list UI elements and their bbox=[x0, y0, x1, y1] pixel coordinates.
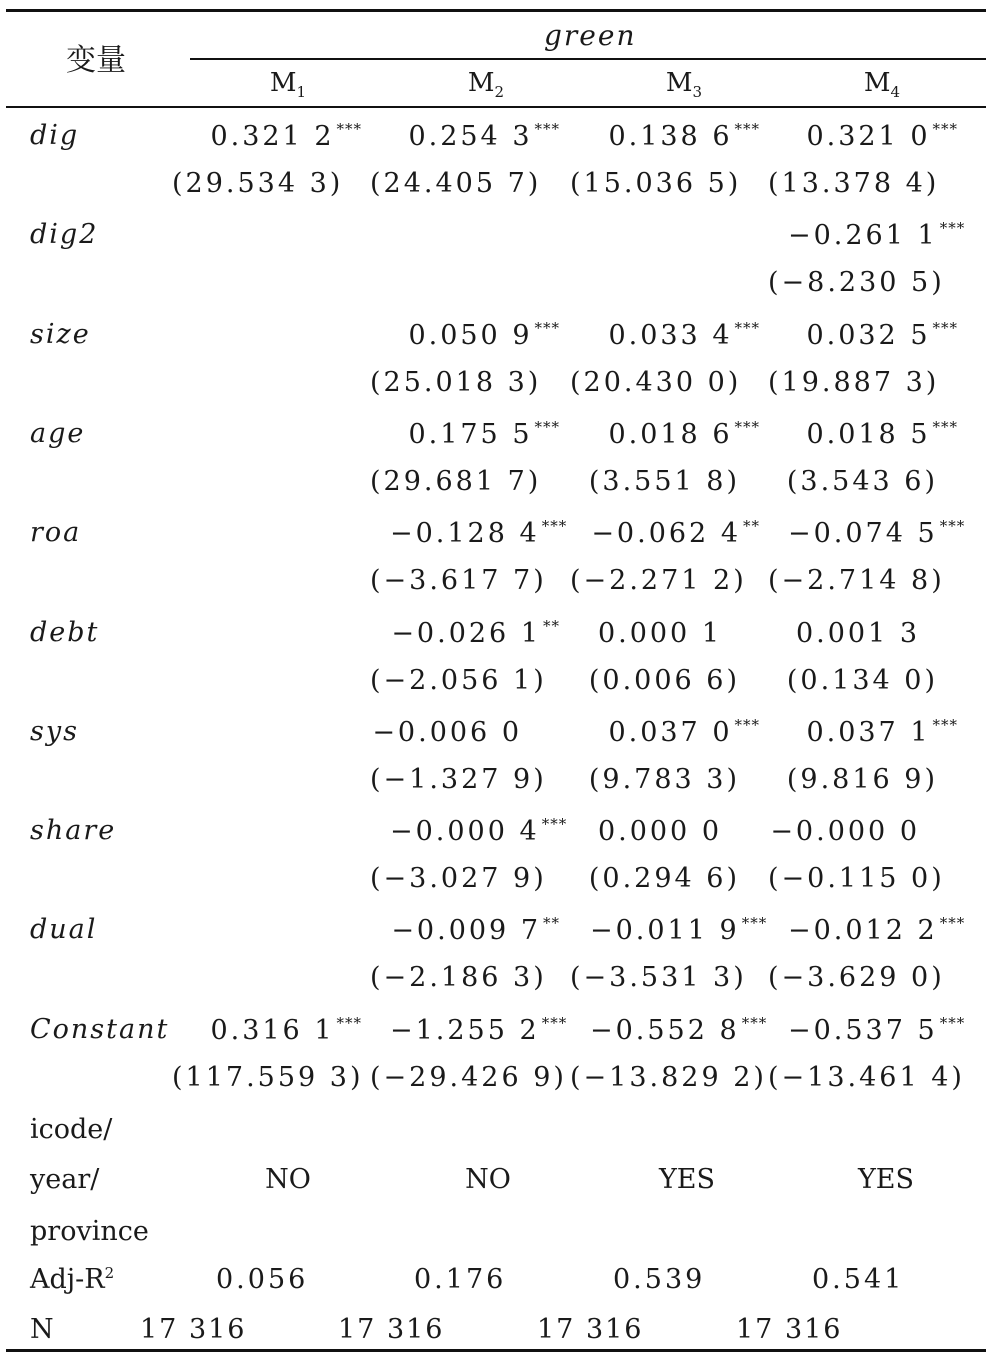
coefficient-value: −0.074 5 bbox=[788, 518, 938, 549]
n-label: N bbox=[30, 1314, 54, 1345]
n-value-m3: 17 316 bbox=[537, 1314, 644, 1345]
coefficient-value: 0.321 2 bbox=[210, 121, 335, 152]
significance-stars: *** bbox=[932, 716, 958, 734]
coefficient-cell bbox=[788, 517, 966, 549]
coefficient-value: 0.000 0 bbox=[597, 816, 722, 847]
coefficient-cell bbox=[390, 619, 560, 647]
coefficient-cell bbox=[590, 420, 760, 448]
t-statistic-cell: (15.036 5) bbox=[570, 168, 742, 199]
coefficient-cell bbox=[390, 321, 560, 349]
coefficient-cell bbox=[554, 619, 724, 647]
coefficient-value: −0.012 2 bbox=[788, 915, 938, 946]
adjr2-value-m2: 0.176 bbox=[414, 1264, 507, 1295]
significance-stars: *** bbox=[741, 1014, 768, 1032]
coefficient-value: 0.175 5 bbox=[408, 419, 533, 450]
t-statistic-cell: (−1.327 9) bbox=[370, 764, 547, 795]
significance-stars: *** bbox=[939, 914, 966, 932]
row-label: sys bbox=[30, 716, 79, 747]
t-statistic-cell: (−2.714 8) bbox=[768, 565, 945, 596]
significance-stars: *** bbox=[734, 319, 760, 337]
coefficient-cell bbox=[554, 221, 724, 249]
coefficient-cell bbox=[788, 1014, 966, 1046]
coefficient-cell bbox=[788, 321, 958, 349]
t-statistic-cell: (−3.629 0) bbox=[768, 962, 945, 993]
significance-stars: *** bbox=[336, 1014, 362, 1032]
significance-stars: *** bbox=[336, 120, 362, 138]
coefficient-value: −0.026 1 bbox=[391, 618, 541, 649]
coefficient-value: 0.050 9 bbox=[408, 320, 533, 351]
coefficient-value: 0.018 6 bbox=[608, 419, 733, 450]
significance-stars: *** bbox=[932, 120, 958, 138]
coefficient-cell bbox=[156, 718, 326, 746]
significance-stars: *** bbox=[939, 219, 966, 237]
coefficient-value: 0.316 1 bbox=[210, 1015, 335, 1046]
coefficient-cell bbox=[390, 916, 560, 944]
coefficient-cell bbox=[590, 321, 760, 349]
significance-stars: *** bbox=[534, 418, 560, 436]
fe-value-m3: YES bbox=[658, 1164, 716, 1195]
coefficient-cell bbox=[752, 619, 922, 647]
coefficient-value: 0.254 3 bbox=[408, 121, 533, 152]
coefficient-cell bbox=[192, 1016, 362, 1044]
significance-stars: ** bbox=[743, 517, 760, 535]
bottom-rule bbox=[6, 1349, 986, 1352]
coefficient-value: 0.138 6 bbox=[608, 121, 733, 152]
coefficient-value: −0.552 8 bbox=[590, 1015, 740, 1046]
t-statistic-cell: (13.378 4) bbox=[768, 168, 940, 199]
coefficient-value: 0.032 5 bbox=[806, 320, 931, 351]
t-statistic-cell: (−13.829 2) bbox=[570, 1062, 767, 1093]
fe-value-m1: NO bbox=[265, 1164, 311, 1195]
adjr2-value-m3: 0.539 bbox=[613, 1264, 706, 1295]
coefficient-cell bbox=[156, 519, 326, 547]
significance-stars: *** bbox=[534, 319, 560, 337]
coefficient-value: −0.128 4 bbox=[390, 518, 540, 549]
header-dependent-variable: green bbox=[544, 19, 637, 52]
significance-stars: *** bbox=[541, 815, 568, 833]
coefficient-value: 0.018 5 bbox=[806, 419, 931, 450]
significance-stars: *** bbox=[734, 418, 760, 436]
coefficient-cell bbox=[156, 321, 326, 349]
t-statistic-cell: (0.294 6) bbox=[588, 863, 740, 894]
fe-label-line-2: year/ bbox=[30, 1164, 100, 1195]
significance-stars: *** bbox=[939, 1014, 966, 1032]
t-statistic-cell: (117.559 3) bbox=[172, 1062, 364, 1093]
coefficient-cell bbox=[354, 718, 524, 746]
row-label: age bbox=[30, 418, 86, 449]
significance-stars: ** bbox=[543, 914, 560, 932]
coefficient-cell bbox=[192, 122, 362, 150]
t-statistic-cell: (−13.461 4) bbox=[768, 1062, 965, 1093]
t-statistic-cell: (0.134 0) bbox=[786, 665, 938, 696]
significance-stars: *** bbox=[734, 120, 760, 138]
significance-stars: *** bbox=[541, 517, 568, 535]
coefficient-cell bbox=[788, 420, 958, 448]
n-value-m4: 17 316 bbox=[736, 1314, 843, 1345]
coefficient-cell bbox=[156, 619, 326, 647]
coefficient-cell bbox=[590, 914, 768, 946]
coefficient-value: 0.001 3 bbox=[795, 618, 920, 649]
header-dependent-variable-rule bbox=[190, 58, 986, 60]
adjr2-value-m4: 0.541 bbox=[812, 1264, 905, 1295]
coefficient-cell bbox=[156, 916, 326, 944]
coefficient-cell bbox=[590, 718, 760, 746]
fe-value-m4: YES bbox=[857, 1164, 915, 1195]
t-statistic-cell: (9.783 3) bbox=[588, 764, 740, 795]
t-statistic-cell: (−2.271 2) bbox=[570, 565, 747, 596]
coefficient-value: −0.261 1 bbox=[788, 220, 938, 251]
t-statistic-cell: (3.551 8) bbox=[588, 466, 740, 497]
coefficient-cell bbox=[590, 519, 760, 547]
significance-stars: *** bbox=[541, 1014, 568, 1032]
t-statistic-cell: (19.887 3) bbox=[768, 367, 940, 398]
significance-stars: *** bbox=[734, 716, 760, 734]
t-statistic-cell: (29.534 3) bbox=[172, 168, 344, 199]
coefficient-cell bbox=[156, 817, 326, 845]
t-statistic-cell: (0.006 6) bbox=[588, 665, 740, 696]
t-statistic-cell: (−8.230 5) bbox=[768, 267, 945, 298]
significance-stars: *** bbox=[534, 120, 560, 138]
coefficient-value: −0.006 0 bbox=[372, 717, 522, 748]
coefficient-cell bbox=[590, 122, 760, 150]
t-statistic-cell: (−2.056 1) bbox=[370, 665, 547, 696]
coefficient-cell bbox=[390, 517, 568, 549]
t-statistic-cell: (−3.617 7) bbox=[370, 565, 547, 596]
t-statistic-cell: (20.430 0) bbox=[570, 367, 742, 398]
n-value-m1: 17 316 bbox=[140, 1314, 247, 1345]
t-statistic-cell: (3.543 6) bbox=[786, 466, 938, 497]
header-rule bbox=[6, 106, 986, 108]
coefficient-cell bbox=[156, 420, 326, 448]
significance-stars: *** bbox=[939, 517, 966, 535]
t-statistic-cell: (−3.027 9) bbox=[370, 863, 547, 894]
fe-value-m2: NO bbox=[465, 1164, 511, 1195]
significance-stars: *** bbox=[932, 418, 958, 436]
coefficient-cell bbox=[354, 221, 524, 249]
n-value-m2: 17 316 bbox=[338, 1314, 445, 1345]
coefficient-cell bbox=[554, 817, 724, 845]
coefficient-cell bbox=[788, 122, 958, 150]
coefficient-cell bbox=[390, 1014, 568, 1046]
coefficient-cell bbox=[390, 815, 568, 847]
coefficient-value: −0.000 0 bbox=[770, 816, 920, 847]
coefficient-value: 0.000 1 bbox=[597, 618, 722, 649]
adjr2-label: Adj-$R^2$ bbox=[30, 1264, 115, 1295]
significance-stars: ** bbox=[543, 617, 560, 635]
row-label: dual bbox=[30, 914, 98, 945]
t-statistic-cell: (−2.186 3) bbox=[370, 962, 547, 993]
coefficient-cell bbox=[788, 718, 958, 746]
coefficient-value: 0.037 0 bbox=[608, 717, 733, 748]
t-statistic-cell: (9.816 9) bbox=[786, 764, 938, 795]
coefficient-value: −0.011 9 bbox=[590, 915, 740, 946]
coefficient-cell bbox=[788, 219, 966, 251]
significance-stars: *** bbox=[932, 319, 958, 337]
model-header-4: $M_4$ bbox=[863, 68, 901, 102]
coefficient-value: −1.255 2 bbox=[390, 1015, 540, 1046]
significance-stars: *** bbox=[741, 914, 768, 932]
coefficient-cell bbox=[156, 221, 326, 249]
coefficient-cell bbox=[390, 122, 560, 150]
model-header-2: $M_2$ bbox=[467, 68, 505, 102]
fe-label-line-3: province bbox=[30, 1216, 149, 1247]
row-label: roa bbox=[30, 517, 82, 548]
t-statistic-cell: (−29.426 9) bbox=[370, 1062, 567, 1093]
t-statistic-cell: (−3.531 3) bbox=[570, 962, 747, 993]
row-label: debt bbox=[30, 617, 100, 648]
coefficient-cell bbox=[752, 817, 922, 845]
row-label: dig bbox=[30, 120, 80, 151]
model-header-1: $M_1$ bbox=[269, 68, 307, 102]
coefficient-cell bbox=[590, 1014, 768, 1046]
row-label: Constant bbox=[30, 1014, 170, 1045]
model-header-3: $M_3$ bbox=[665, 68, 703, 102]
row-label: size bbox=[30, 319, 91, 350]
coefficient-value: −0.000 4 bbox=[390, 816, 540, 847]
t-statistic-cell: (29.681 7) bbox=[370, 466, 542, 497]
fe-label-line-1: icode/ bbox=[30, 1114, 113, 1145]
coefficient-value: −0.062 4 bbox=[591, 518, 741, 549]
t-statistic-cell: (25.018 3) bbox=[370, 367, 542, 398]
row-label: share bbox=[30, 815, 117, 846]
coefficient-value: 0.321 0 bbox=[806, 121, 931, 152]
t-statistic-cell: (−0.115 0) bbox=[768, 863, 945, 894]
coefficient-cell bbox=[788, 914, 966, 946]
coefficient-value: 0.033 4 bbox=[608, 320, 733, 351]
coefficient-value: −0.537 5 bbox=[788, 1015, 938, 1046]
top-rule bbox=[6, 9, 986, 12]
coefficient-value: −0.009 7 bbox=[391, 915, 541, 946]
header-variable-label: 变量 bbox=[66, 43, 126, 78]
t-statistic-cell: (24.405 7) bbox=[370, 168, 542, 199]
row-label: dig2 bbox=[30, 219, 99, 250]
coefficient-value: 0.037 1 bbox=[806, 717, 931, 748]
coefficient-cell bbox=[390, 420, 560, 448]
adjr2-value-m1: 0.056 bbox=[216, 1264, 309, 1295]
